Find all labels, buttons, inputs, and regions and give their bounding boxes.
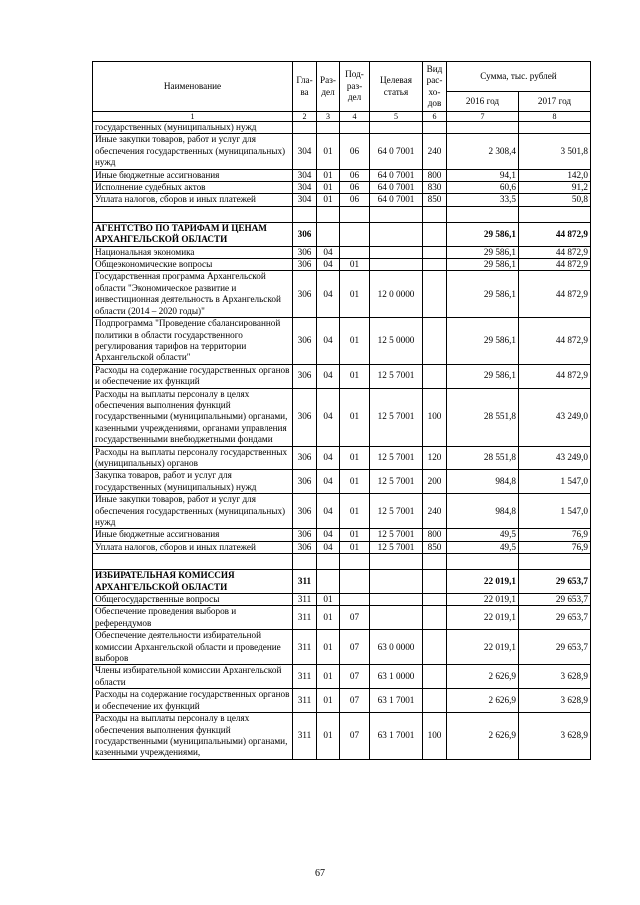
table-row xyxy=(93,246,591,258)
row-glava: 306 xyxy=(293,259,317,271)
row-sum-2016: 33,5 xyxy=(447,194,519,206)
row-sum-2016: 2 626,9 xyxy=(447,713,519,760)
row-podrazdel xyxy=(340,246,370,258)
row-razdel: 01 xyxy=(317,713,340,760)
row-name: государственных (муниципальных) нужд xyxy=(93,122,293,134)
row-razdel: 01 xyxy=(317,689,340,713)
row-tselevaya-statya xyxy=(370,246,423,258)
row-name: Расходы на выплаты персоналу в целях обеспечения выполнения функций государственными (муниципальными) органами, казенными учреждениями, органами управления государственными внебюджетными фондами xyxy=(93,388,293,446)
header-name: Наименование xyxy=(93,62,293,112)
row-podrazdel: 01 xyxy=(340,470,370,494)
row-tselevaya-statya: 63 1 0000 xyxy=(370,665,423,689)
row-sum-2017: 1 547,0 xyxy=(519,494,591,529)
column-index: 2 xyxy=(293,112,317,122)
row-tselevaya-statya: 64 0 7001 xyxy=(370,182,423,194)
row-sum-2016: 49,5 xyxy=(447,541,519,553)
row-sum-2017: 29 653,7 xyxy=(519,630,591,665)
spacer-cell xyxy=(423,206,447,222)
row-podrazdel: 01 xyxy=(340,529,370,541)
row-podrazdel: 01 xyxy=(340,259,370,271)
row-glava: 306 xyxy=(293,364,317,388)
row-razdel: 04 xyxy=(317,259,340,271)
table-row xyxy=(93,541,591,553)
row-glava: 311 xyxy=(293,594,317,606)
row-vid-raskhodov xyxy=(423,318,447,365)
row-sum-2016: 29 586,1 xyxy=(447,246,519,258)
table-row xyxy=(93,259,591,271)
row-sum-2016: 28 551,8 xyxy=(447,388,519,446)
row-razdel: 01 xyxy=(317,194,340,206)
spacer-cell xyxy=(370,206,423,222)
header-year-2016: 2016 год xyxy=(447,92,519,112)
row-glava: 304 xyxy=(293,169,317,181)
row-sum-2017: 43 249,0 xyxy=(519,388,591,446)
row-glava: 304 xyxy=(293,134,317,169)
column-index: 7 xyxy=(447,112,519,122)
row-tselevaya-statya: 64 0 7001 xyxy=(370,134,423,169)
header-glava: Гла- ва xyxy=(293,62,317,112)
row-podrazdel: 06 xyxy=(340,182,370,194)
table-row xyxy=(93,134,591,169)
row-vid-raskhodov: 850 xyxy=(423,194,447,206)
row-sum-2017: 3 628,9 xyxy=(519,665,591,689)
row-sum-2017: 44 872,9 xyxy=(519,318,591,365)
row-tselevaya-statya: 12 0 0000 xyxy=(370,271,423,318)
row-glava: 311 xyxy=(293,606,317,630)
row-vid-raskhodov: 800 xyxy=(423,169,447,181)
row-name: АГЕНТСТВО ПО ТАРИФАМ И ЦЕНАМ АРХАНГЕЛЬСКОЙ ОБЛАСТИ xyxy=(93,222,293,246)
row-glava: 306 xyxy=(293,318,317,365)
row-vid-raskhodov: 240 xyxy=(423,134,447,169)
table-row xyxy=(93,364,591,388)
row-podrazdel: 07 xyxy=(340,606,370,630)
row-tselevaya-statya: 63 1 7001 xyxy=(370,689,423,713)
row-sum-2017: 29 653,7 xyxy=(519,606,591,630)
row-sum-2017: 76,9 xyxy=(519,529,591,541)
row-vid-raskhodov xyxy=(423,570,447,594)
row-name: Уплата налогов, сборов и иных платежей xyxy=(93,541,293,553)
row-tselevaya-statya: 12 5 7001 xyxy=(370,494,423,529)
row-podrazdel: 01 xyxy=(340,364,370,388)
row-podrazdel xyxy=(340,570,370,594)
row-vid-raskhodov xyxy=(423,271,447,318)
row-tselevaya-statya xyxy=(370,606,423,630)
row-razdel: 04 xyxy=(317,541,340,553)
row-podrazdel: 06 xyxy=(340,134,370,169)
row-razdel: 01 xyxy=(317,594,340,606)
table-row xyxy=(93,606,591,630)
spacer-cell xyxy=(423,554,447,570)
row-sum-2017: 1 547,0 xyxy=(519,470,591,494)
row-glava: 306 xyxy=(293,541,317,553)
row-vid-raskhodov xyxy=(423,246,447,258)
row-sum-2017: 43 249,0 xyxy=(519,446,591,470)
row-name: ИЗБИРАТЕЛЬНАЯ КОМИССИЯ АРХАНГЕЛЬСКОЙ ОБЛАСТИ xyxy=(93,570,293,594)
row-vid-raskhodov xyxy=(423,122,447,134)
row-tselevaya-statya xyxy=(370,259,423,271)
row-name: Иные бюджетные ассигнования xyxy=(93,529,293,541)
row-sum-2016: 29 586,1 xyxy=(447,364,519,388)
spacer-cell xyxy=(293,206,317,222)
row-vid-raskhodov xyxy=(423,665,447,689)
row-name: Национальная экономика xyxy=(93,246,293,258)
row-glava: 306 xyxy=(293,470,317,494)
column-index: 6 xyxy=(423,112,447,122)
row-sum-2016: 29 586,1 xyxy=(447,271,519,318)
row-sum-2016: 22 019,1 xyxy=(447,630,519,665)
table-row xyxy=(93,122,591,134)
row-sum-2016: 29 586,1 xyxy=(447,318,519,365)
row-razdel: 04 xyxy=(317,388,340,446)
row-vid-raskhodov xyxy=(423,259,447,271)
row-tselevaya-statya: 63 0 0000 xyxy=(370,630,423,665)
row-vid-raskhodov: 240 xyxy=(423,494,447,529)
section-header-row xyxy=(93,570,591,594)
section-header-row xyxy=(93,222,591,246)
row-sum-2017: 44 872,9 xyxy=(519,364,591,388)
row-podrazdel: 01 xyxy=(340,388,370,446)
spacer-cell xyxy=(93,554,293,570)
spacer-row xyxy=(93,206,591,222)
row-podrazdel: 01 xyxy=(340,494,370,529)
row-glava: 306 xyxy=(293,246,317,258)
row-sum-2016: 984,8 xyxy=(447,494,519,529)
row-podrazdel: 06 xyxy=(340,194,370,206)
row-vid-raskhodov xyxy=(423,222,447,246)
row-podrazdel: 07 xyxy=(340,689,370,713)
row-tselevaya-statya: 12 5 7001 xyxy=(370,470,423,494)
row-vid-raskhodov: 800 xyxy=(423,529,447,541)
row-tselevaya-statya: 12 5 7001 xyxy=(370,446,423,470)
row-vid-raskhodov: 100 xyxy=(423,388,447,446)
header-summa: Сумма, тыс. рублей xyxy=(447,62,591,92)
spacer-cell xyxy=(317,206,340,222)
table-row xyxy=(93,630,591,665)
row-vid-raskhodov: 830 xyxy=(423,182,447,194)
column-index: 3 xyxy=(317,112,340,122)
spacer-cell xyxy=(293,554,317,570)
row-name: Закупка товаров, работ и услуг для государственных (муниципальных) нужд xyxy=(93,470,293,494)
row-razdel xyxy=(317,222,340,246)
spacer-cell xyxy=(340,206,370,222)
row-name: Общегосударственные вопросы xyxy=(93,594,293,606)
table-body xyxy=(93,122,591,760)
row-name: Обеспечение деятельности избирательной комиссии Архангельской области и проведение выборов xyxy=(93,630,293,665)
row-name: Расходы на выплаты персоналу в целях обеспечения выполнения функций государственными (муниципальными) органами, казенными учреждениями, xyxy=(93,713,293,760)
column-index: 5 xyxy=(370,112,423,122)
row-sum-2017: 44 872,9 xyxy=(519,259,591,271)
row-glava: 311 xyxy=(293,713,317,760)
row-vid-raskhodov: 850 xyxy=(423,541,447,553)
row-sum-2016: 60,6 xyxy=(447,182,519,194)
row-glava xyxy=(293,122,317,134)
row-name: Государственная программа Архангельской области "Экономическое развитие и инвестиционная деятельность в Архангельской области (2014 – 2020 годы)" xyxy=(93,271,293,318)
page-number: 67 xyxy=(315,868,325,879)
row-sum-2017: 44 872,9 xyxy=(519,271,591,318)
spacer-cell xyxy=(447,554,519,570)
row-sum-2017 xyxy=(519,122,591,134)
row-glava: 306 xyxy=(293,222,317,246)
row-glava: 306 xyxy=(293,494,317,529)
spacer-cell xyxy=(519,206,591,222)
row-podrazdel xyxy=(340,122,370,134)
row-tselevaya-statya: 12 5 7001 xyxy=(370,388,423,446)
row-tselevaya-statya: 12 5 7001 xyxy=(370,364,423,388)
row-podrazdel xyxy=(340,594,370,606)
row-vid-raskhodov: 120 xyxy=(423,446,447,470)
spacer-cell xyxy=(447,206,519,222)
row-glava: 311 xyxy=(293,689,317,713)
row-tselevaya-statya: 63 1 7001 xyxy=(370,713,423,760)
table-row xyxy=(93,529,591,541)
row-sum-2017: 29 653,7 xyxy=(519,570,591,594)
row-razdel: 01 xyxy=(317,665,340,689)
row-razdel: 04 xyxy=(317,529,340,541)
row-razdel: 01 xyxy=(317,182,340,194)
row-tselevaya-statya: 64 0 7001 xyxy=(370,194,423,206)
row-podrazdel: 01 xyxy=(340,271,370,318)
row-glava: 304 xyxy=(293,194,317,206)
table-row xyxy=(93,446,591,470)
row-sum-2017: 3 628,9 xyxy=(519,689,591,713)
row-podrazdel: 06 xyxy=(340,169,370,181)
budget-table xyxy=(92,61,591,760)
row-vid-raskhodov xyxy=(423,606,447,630)
row-sum-2017: 44 872,9 xyxy=(519,246,591,258)
row-sum-2016: 984,8 xyxy=(447,470,519,494)
row-sum-2016: 2 308,4 xyxy=(447,134,519,169)
row-razdel: 04 xyxy=(317,318,340,365)
row-name: Иные бюджетные ассигнования xyxy=(93,169,293,181)
row-glava: 304 xyxy=(293,182,317,194)
header-razdel: Раз- дел xyxy=(317,62,340,112)
row-razdel: 04 xyxy=(317,470,340,494)
row-sum-2016: 22 019,1 xyxy=(447,570,519,594)
row-podrazdel: 01 xyxy=(340,318,370,365)
row-razdel xyxy=(317,570,340,594)
row-vid-raskhodov xyxy=(423,689,447,713)
table-header xyxy=(93,62,591,122)
table-row xyxy=(93,713,591,760)
table-row xyxy=(93,665,591,689)
row-sum-2016: 2 626,9 xyxy=(447,665,519,689)
row-sum-2017: 76,9 xyxy=(519,541,591,553)
row-tselevaya-statya: 12 5 7001 xyxy=(370,541,423,553)
column-index: 4 xyxy=(340,112,370,122)
column-index-row xyxy=(93,112,591,122)
row-razdel xyxy=(317,122,340,134)
row-vid-raskhodov: 200 xyxy=(423,470,447,494)
row-vid-raskhodov xyxy=(423,630,447,665)
spacer-row xyxy=(93,554,591,570)
table-row xyxy=(93,689,591,713)
row-tselevaya-statya: 64 0 7001 xyxy=(370,169,423,181)
row-razdel: 01 xyxy=(317,134,340,169)
row-sum-2016: 49,5 xyxy=(447,529,519,541)
row-tselevaya-statya xyxy=(370,122,423,134)
row-razdel: 04 xyxy=(317,494,340,529)
row-razdel: 01 xyxy=(317,630,340,665)
spacer-cell xyxy=(93,206,293,222)
table-row xyxy=(93,182,591,194)
row-razdel: 01 xyxy=(317,169,340,181)
header-podrazdel: Под- раз- дел xyxy=(340,62,370,112)
table-row xyxy=(93,594,591,606)
row-sum-2016: 28 551,8 xyxy=(447,446,519,470)
row-vid-raskhodov: 100 xyxy=(423,713,447,760)
row-razdel: 04 xyxy=(317,246,340,258)
row-tselevaya-statya xyxy=(370,570,423,594)
table-row xyxy=(93,271,591,318)
row-podrazdel: 07 xyxy=(340,665,370,689)
table-row xyxy=(93,318,591,365)
row-razdel: 04 xyxy=(317,271,340,318)
row-tselevaya-statya xyxy=(370,594,423,606)
row-vid-raskhodov xyxy=(423,594,447,606)
row-sum-2016: 94,1 xyxy=(447,169,519,181)
row-sum-2016: 22 019,1 xyxy=(447,606,519,630)
row-podrazdel: 01 xyxy=(340,541,370,553)
row-tselevaya-statya: 12 5 7001 xyxy=(370,529,423,541)
row-sum-2016: 2 626,9 xyxy=(447,689,519,713)
row-podrazdel: 07 xyxy=(340,713,370,760)
row-sum-2017: 3 628,9 xyxy=(519,713,591,760)
row-sum-2017: 91,2 xyxy=(519,182,591,194)
row-name: Члены избирательной комиссии Архангельской области xyxy=(93,665,293,689)
row-sum-2016: 29 586,1 xyxy=(447,259,519,271)
table-row xyxy=(93,194,591,206)
row-sum-2017: 29 653,7 xyxy=(519,594,591,606)
row-podrazdel: 07 xyxy=(340,630,370,665)
row-sum-2017: 44 872,9 xyxy=(519,222,591,246)
row-name: Обеспечение проведения выборов и референдумов xyxy=(93,606,293,630)
header-year-2017: 2017 год xyxy=(519,92,591,112)
row-name: Общеэкономические вопросы xyxy=(93,259,293,271)
row-razdel: 04 xyxy=(317,364,340,388)
table-row xyxy=(93,494,591,529)
row-razdel: 01 xyxy=(317,606,340,630)
row-name: Уплата налогов, сборов и иных платежей xyxy=(93,194,293,206)
spacer-cell xyxy=(370,554,423,570)
row-glava: 306 xyxy=(293,446,317,470)
row-podrazdel xyxy=(340,222,370,246)
row-name: Иные закупки товаров, работ и услуг для обеспечения государственных (муниципальных) нужд xyxy=(93,494,293,529)
column-index: 1 xyxy=(93,112,293,122)
spacer-cell xyxy=(317,554,340,570)
row-sum-2016: 22 019,1 xyxy=(447,594,519,606)
row-vid-raskhodov xyxy=(423,364,447,388)
row-name: Расходы на выплаты персоналу государственных (муниципальных) органов xyxy=(93,446,293,470)
row-name: Расходы на содержание государственных органов и обеспечение их функций xyxy=(93,364,293,388)
row-razdel: 04 xyxy=(317,446,340,470)
row-podrazdel: 01 xyxy=(340,446,370,470)
row-name: Иные закупки товаров, работ и услуг для обеспечения государственных (муниципальных) нужд xyxy=(93,134,293,169)
table-row xyxy=(93,169,591,181)
spacer-cell xyxy=(519,554,591,570)
spacer-cell xyxy=(340,554,370,570)
row-tselevaya-statya: 12 5 0000 xyxy=(370,318,423,365)
row-sum-2016: 29 586,1 xyxy=(447,222,519,246)
table-row xyxy=(93,388,591,446)
row-name: Расходы на содержание государственных органов и обеспечение их функций xyxy=(93,689,293,713)
row-name: Подпрограмма "Проведение сбалансированной политики в области государственного регулирования тарифов на территории Архангельской области" xyxy=(93,318,293,365)
row-glava: 311 xyxy=(293,665,317,689)
column-index: 8 xyxy=(519,112,591,122)
row-sum-2016 xyxy=(447,122,519,134)
header-vid-raskhodov: Вид рас- хо- дов xyxy=(423,62,447,112)
row-glava: 311 xyxy=(293,630,317,665)
row-name: Исполнение судебных актов xyxy=(93,182,293,194)
row-sum-2017: 3 501,8 xyxy=(519,134,591,169)
row-glava: 306 xyxy=(293,271,317,318)
row-sum-2017: 50,8 xyxy=(519,194,591,206)
row-glava: 311 xyxy=(293,570,317,594)
header-tselevaya-statya: Целевая статья xyxy=(370,62,423,112)
row-sum-2017: 142,0 xyxy=(519,169,591,181)
row-glava: 306 xyxy=(293,529,317,541)
row-glava: 306 xyxy=(293,388,317,446)
row-tselevaya-statya xyxy=(370,222,423,246)
table-row xyxy=(93,470,591,494)
